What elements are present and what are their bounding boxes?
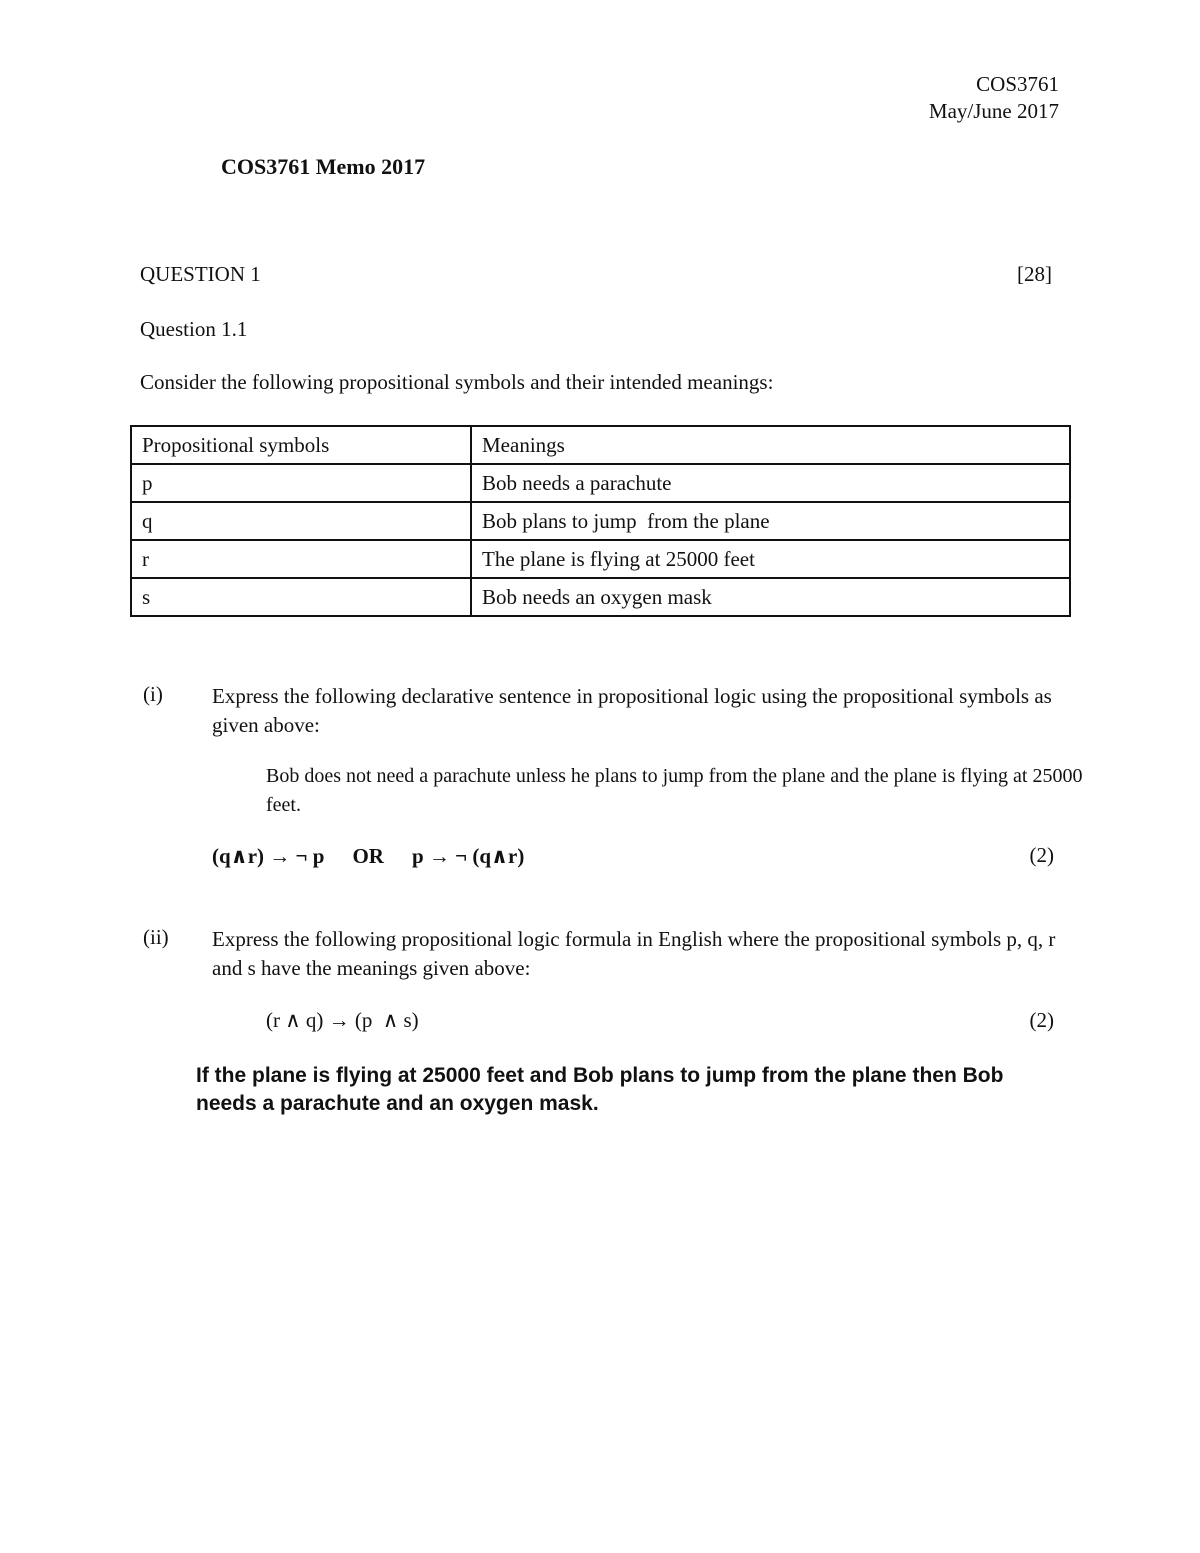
table-header-row [131,426,1070,464]
table-cell-symbol: p [131,464,471,502]
table-cell-meaning: Bob needs an oxygen mask [471,578,1070,616]
question-heading: QUESTION 1 [140,262,261,286]
subquestion-heading: Question 1.1 [140,317,248,341]
table-cell-symbol: q [131,502,471,540]
table-row [131,540,1070,578]
part-i-marks: (2) [1029,843,1054,867]
question-marks: [28] [1017,262,1052,286]
part-ii-label: (ii) [143,925,169,949]
part-i-answer [212,843,524,869]
part-i-answer-left: (q∧r) → ¬ p [212,844,325,868]
table-row [131,578,1070,616]
course-code: COS3761 [976,72,1059,96]
exam-session: May/June 2017 [928,99,1059,123]
table-row [131,464,1070,502]
part-i-label: (i) [143,682,163,706]
part-i-answer-right: p → ¬ (q∧r) [411,844,525,868]
part-ii-formula: (r ∧ q) → (p ∧ s) [266,1008,419,1032]
part-i-answer-or: OR [352,844,384,868]
symbol-meaning-table [130,425,1071,617]
part-ii-answer: If the plane is flying at 25000 feet and Bob plans to jump from the plane then Bob needs a parachute and an oxygen mask. [196,1064,1004,1115]
table-cell-meaning: Bob plans to jump from the plane [471,502,1070,540]
table-cell-meaning: Bob needs a parachute [471,464,1070,502]
table-cell-meaning: The plane is flying at 25000 feet [471,540,1070,578]
part-i-sentence: Bob does not need a parachute unless he plans to jump from the plane and the plane is flying at 25000 feet. [266,765,1083,816]
intro-text: Consider the following propositional symbols and their intended meanings: [140,370,774,394]
table-cell-symbol: r [131,540,471,578]
table-row [131,502,1070,540]
table-header-symbols: Propositional symbols [131,426,471,464]
part-ii-marks: (2) [1029,1008,1054,1032]
table-cell-symbol: s [131,578,471,616]
table-header-meanings: Meanings [471,426,1070,464]
part-ii-instruction: Express the following propositional logic formula in English where the propositional symbols p, q, r and s have the meanings given above: [212,927,1056,980]
memo-title: COS3761 Memo 2017 [221,154,426,179]
part-i-instruction: Express the following declarative sentence in propositional logic using the propositional symbols as given above: [212,684,1052,737]
